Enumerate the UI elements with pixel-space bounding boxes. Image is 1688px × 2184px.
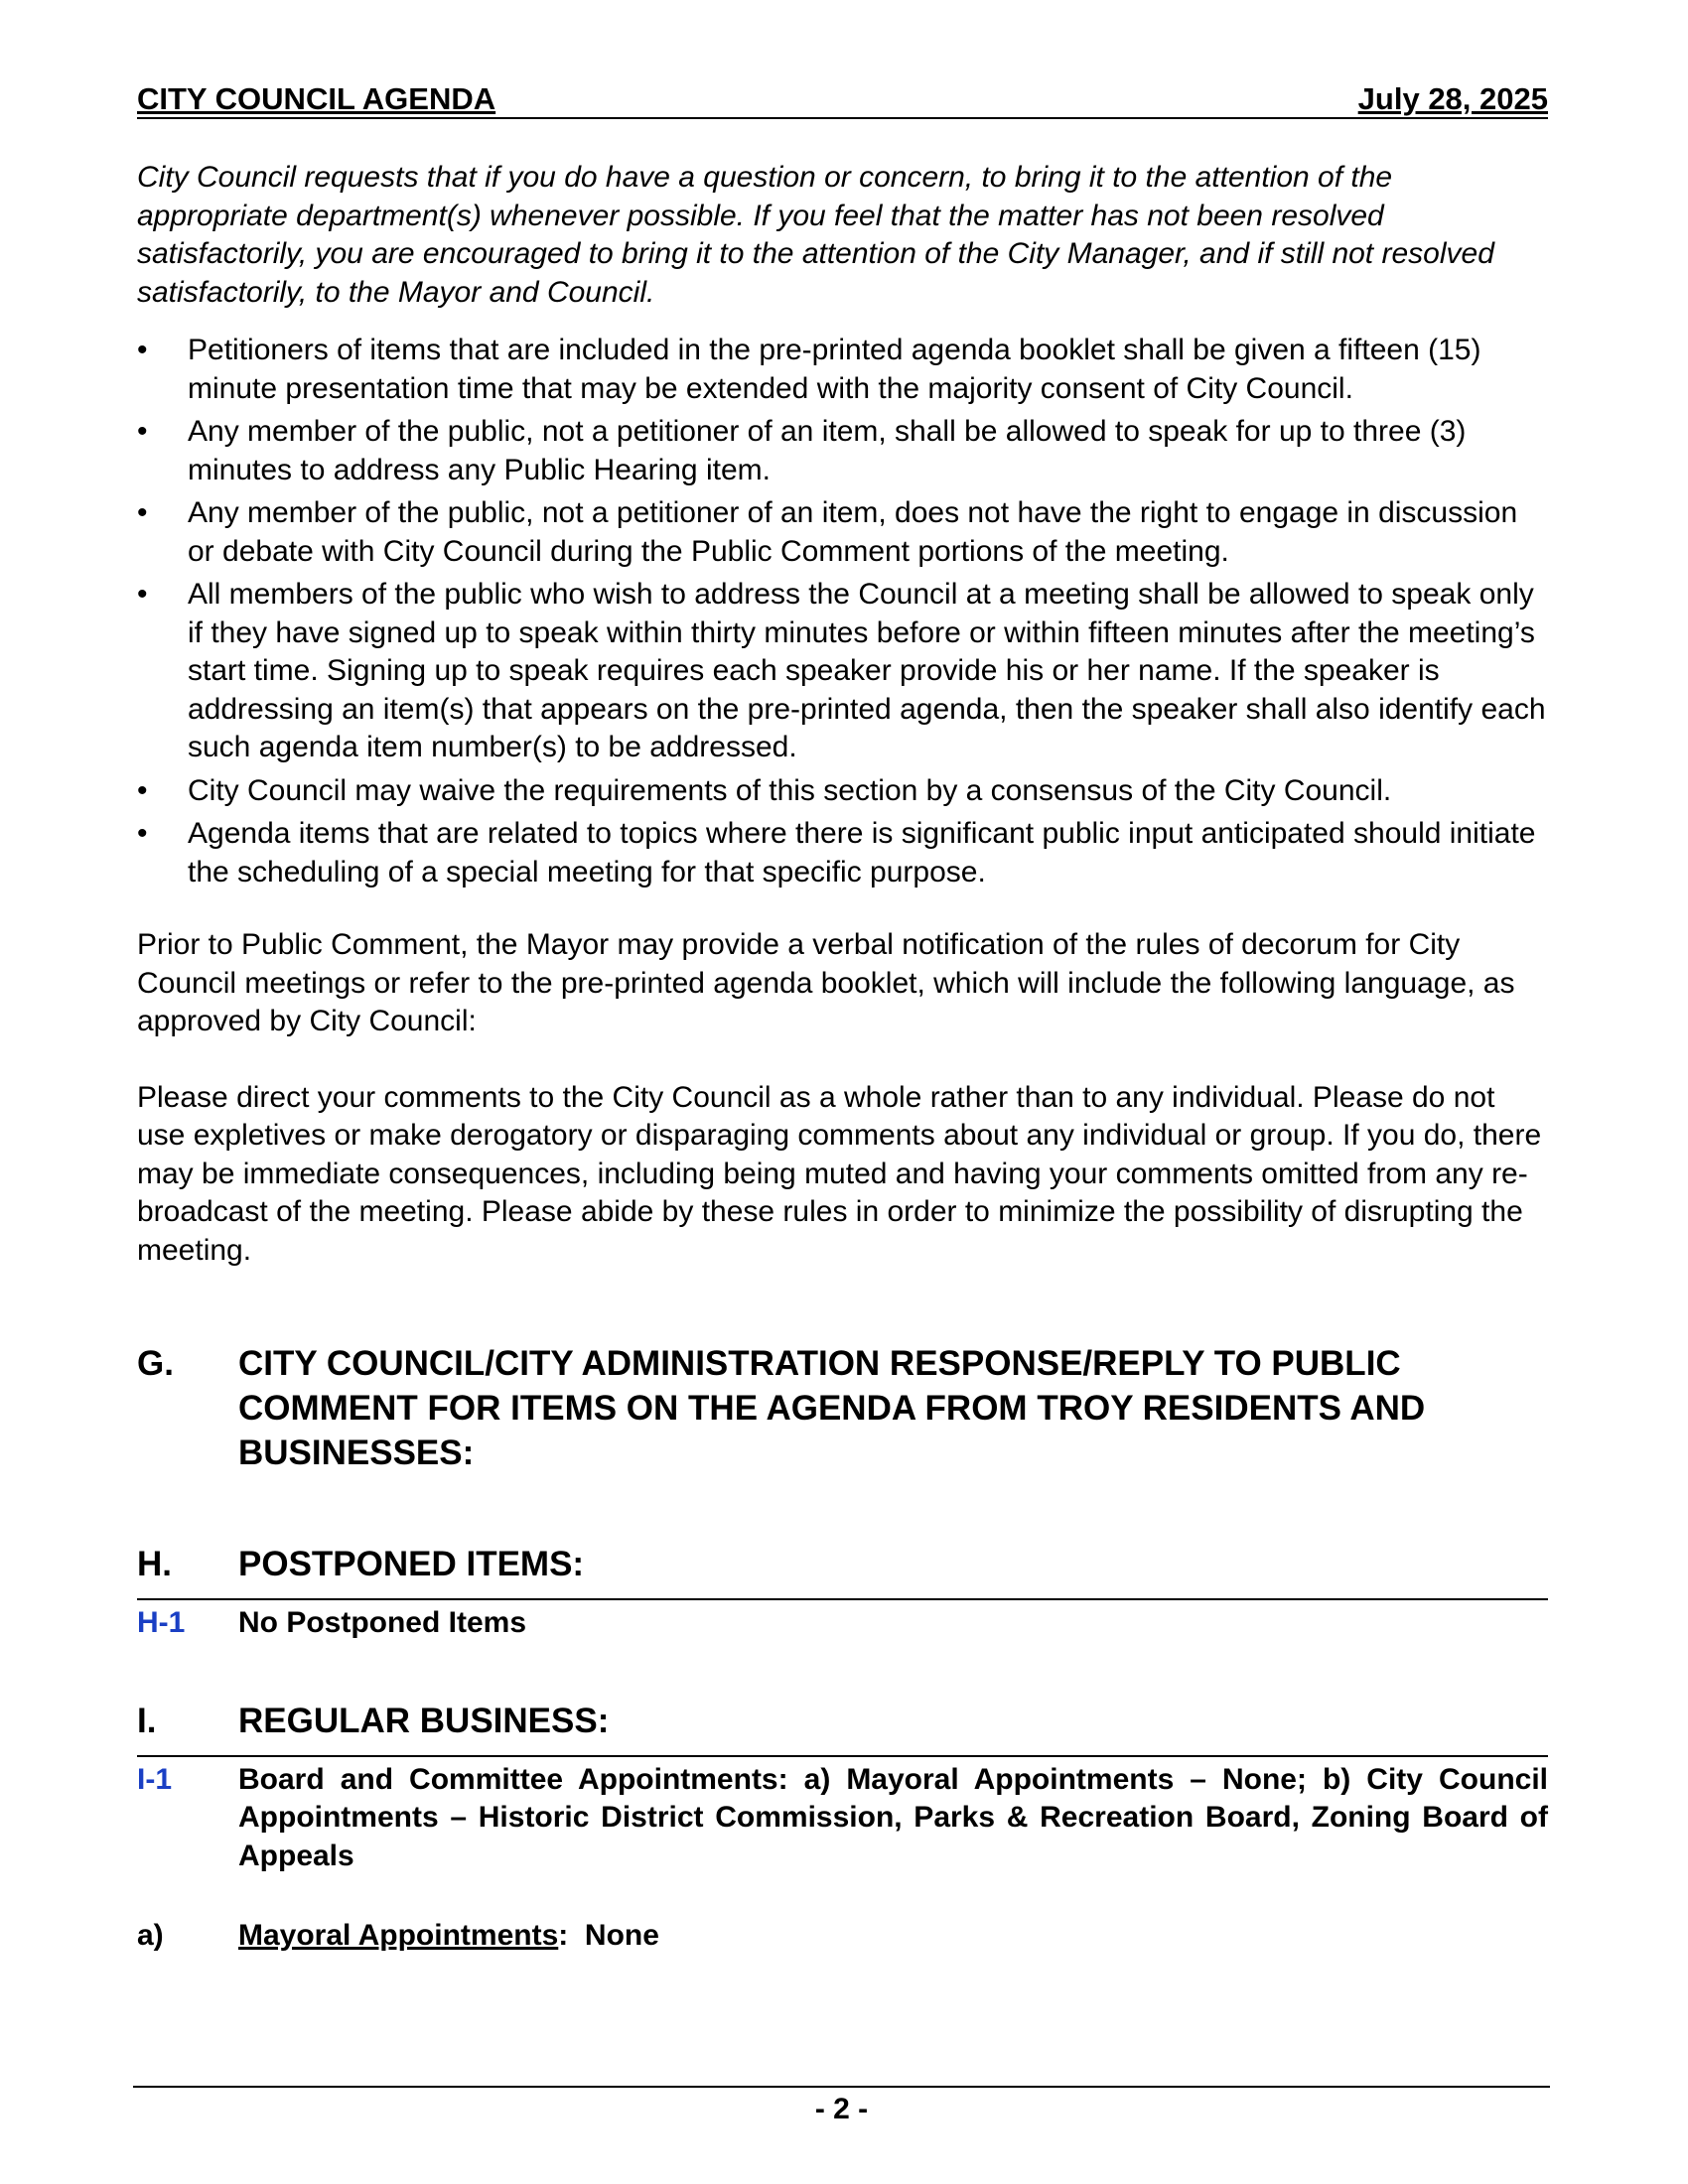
sub-item-title: Mayoral Appointments — [238, 1919, 559, 1952]
item-text: Board and Committee Appointments: a) Mayoral Appointments – None; b) City Council Appointments – Historic District Commission, Parks & Recreation Board, Zoning Board of Appeals — [238, 1762, 1548, 1872]
section-letter: H. — [137, 1545, 172, 1583]
section-h-heading — [137, 1542, 1548, 1600]
decorum-text-paragraph: Please direct your comments to the City Council as a whole rather than to any individual. Please do not use expletives or make derogatory or disparaging comments about any individual or group. If you do, there may be immediate consequences, including being muted and having your comments omitted from any re-broadcast of the meeting. Please abide by these rules in order to minimize the possibility of disrupting the meeting. — [137, 1080, 1542, 1267]
agenda-item-i1 — [137, 1761, 1548, 1876]
section-letter: G. — [137, 1344, 174, 1383]
page-number: - 2 - — [814, 2093, 869, 2125]
agenda-page — [137, 81, 1548, 1956]
sub-item-value: : None — [558, 1919, 659, 1952]
section-i-heading — [137, 1699, 1548, 1757]
item-text: No Postponed Items — [238, 1606, 527, 1639]
section-title: CITY COUNCIL/CITY ADMINISTRATION RESPONSE/REPLY TO PUBLIC COMMENT FOR ITEMS ON THE AGENDA FROM TROY RESIDENTS AND BUSINESSES: — [238, 1344, 1426, 1472]
list-item — [137, 772, 1548, 811]
bullet-icon: • — [137, 578, 148, 611]
rules-list — [137, 332, 1548, 891]
list-item — [137, 815, 1548, 891]
section-g-heading — [137, 1341, 1548, 1475]
page-header — [137, 81, 1548, 119]
section-title: POSTPONED ITEMS: — [238, 1545, 585, 1583]
rule-text: Any member of the public, not a petitioner of an item, shall be allowed to speak for up to three (3) minutes to address any Public Hearing item. — [188, 415, 1467, 486]
header-date: July 28, 2025 — [1357, 81, 1548, 116]
rule-text: Agenda items that are related to topics where there is significant public input anticipated should initiate the scheduling of a special meeting for that specific purpose. — [188, 817, 1536, 888]
decorum-intro-paragraph: Prior to Public Comment, the Mayor may provide a verbal notification of the rules of decorum for City Council meetings or refer to the pre-printed agenda booklet, which will include the following language, as approved by City Council: — [137, 928, 1515, 1037]
bullet-icon: • — [137, 334, 148, 366]
intro-paragraph: City Council requests that if you do have a question or concern, to bring it to the attention of the appropriate department(s) whenever possible. If you feel that the matter has not been resolved satisfactorily, you are encouraged to bring it to the attention of the City Manager, and if still not resolved satisfactorily, to the Mayor and Council. — [137, 161, 1494, 309]
page-footer — [133, 2086, 1550, 2127]
bullet-icon: • — [137, 817, 148, 850]
rule-text: All members of the public who wish to address the Council at a meeting shall be allowed to speak only if they have signed up to speak within thirty minutes before or within fifteen minutes after the meeting’s start time. Signing up to speak requires each speaker provide his or her name. If the speaker is addressing an item(s) that appears on the pre-printed agenda, then the speaker shall also identify each such agenda item number(s) to be addressed. — [188, 578, 1546, 763]
item-number-link[interactable]: I-1 — [137, 1762, 173, 1796]
bullet-icon: • — [137, 415, 148, 448]
section-title: REGULAR BUSINESS: — [238, 1701, 610, 1740]
bullet-icon: • — [137, 496, 148, 529]
sub-item-label: a) — [137, 1919, 164, 1952]
section-letter: I. — [137, 1701, 157, 1740]
agenda-item-h1 — [137, 1604, 1548, 1643]
rule-text: Any member of the public, not a petitioner of an item, does not have the right to engage in discussion or debate with City Council during the Public Comment portions of the meeting. — [188, 496, 1518, 568]
rule-text: Petitioners of items that are included in the pre-printed agenda booklet shall be given a fifteen (15) minute presentation time that may be extended with the majority consent of City Council. — [188, 334, 1481, 405]
header-title: CITY COUNCIL AGENDA — [137, 81, 496, 116]
list-item — [137, 494, 1548, 571]
list-item — [137, 413, 1548, 489]
item-number-link[interactable]: H-1 — [137, 1606, 186, 1639]
rule-text: City Council may waive the requirements of this section by a consensus of the City Council. — [188, 773, 1392, 807]
sub-item-a — [137, 1917, 1548, 1956]
list-item — [137, 576, 1548, 767]
list-item — [137, 332, 1548, 408]
sub-item-content — [238, 1917, 659, 1956]
bullet-icon: • — [137, 773, 148, 807]
